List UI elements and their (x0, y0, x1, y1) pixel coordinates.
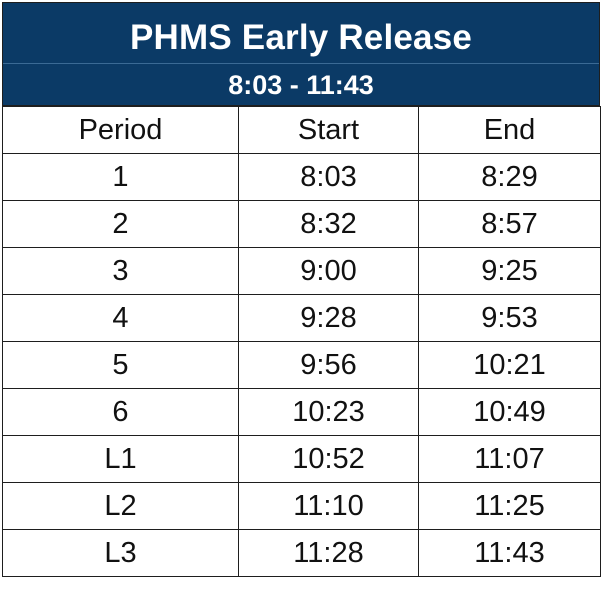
end-time-cell: 10:21 (419, 342, 601, 389)
end-time-cell: 11:25 (419, 483, 601, 530)
column-header-end: End (419, 107, 601, 154)
period-cell: L3 (3, 530, 239, 577)
period-cell: 5 (3, 342, 239, 389)
start-time-cell: 10:23 (239, 389, 419, 436)
start-time-cell: 8:03 (239, 154, 419, 201)
start-time-cell: 10:52 (239, 436, 419, 483)
start-time-cell: 11:28 (239, 530, 419, 577)
end-time-cell: 8:29 (419, 154, 601, 201)
table-row (3, 436, 601, 483)
table-row (3, 295, 601, 342)
schedule-time-range: 8:03 - 11:43 (228, 70, 374, 100)
table-row (3, 342, 601, 389)
end-time-cell: 8:57 (419, 201, 601, 248)
end-time-cell: 10:49 (419, 389, 601, 436)
end-time-cell: 11:07 (419, 436, 601, 483)
table-row (3, 248, 601, 295)
start-time-cell: 11:10 (239, 483, 419, 530)
header-row (3, 107, 601, 154)
column-header-start: Start (239, 107, 419, 154)
period-cell: 2 (3, 201, 239, 248)
end-time-cell: 9:25 (419, 248, 601, 295)
start-time-cell: 9:00 (239, 248, 419, 295)
start-time-cell: 9:28 (239, 295, 419, 342)
table-row (3, 530, 601, 577)
period-cell: 6 (3, 389, 239, 436)
period-cell: 1 (3, 154, 239, 201)
table-row (3, 483, 601, 530)
start-time-cell: 9:56 (239, 342, 419, 389)
header-divider (3, 63, 599, 64)
schedule-header (2, 2, 600, 106)
schedule-table (2, 106, 601, 577)
period-cell: 4 (3, 295, 239, 342)
table-row (3, 201, 601, 248)
period-cell: L1 (3, 436, 239, 483)
end-time-cell: 11:43 (419, 530, 601, 577)
end-time-cell: 9:53 (419, 295, 601, 342)
schedule-title: PHMS Early Release (129, 18, 473, 57)
table-row (3, 154, 601, 201)
column-header-period: Period (3, 107, 239, 154)
start-time-cell: 8:32 (239, 201, 419, 248)
period-cell: L2 (3, 483, 239, 530)
table-row (3, 389, 601, 436)
period-cell: 3 (3, 248, 239, 295)
